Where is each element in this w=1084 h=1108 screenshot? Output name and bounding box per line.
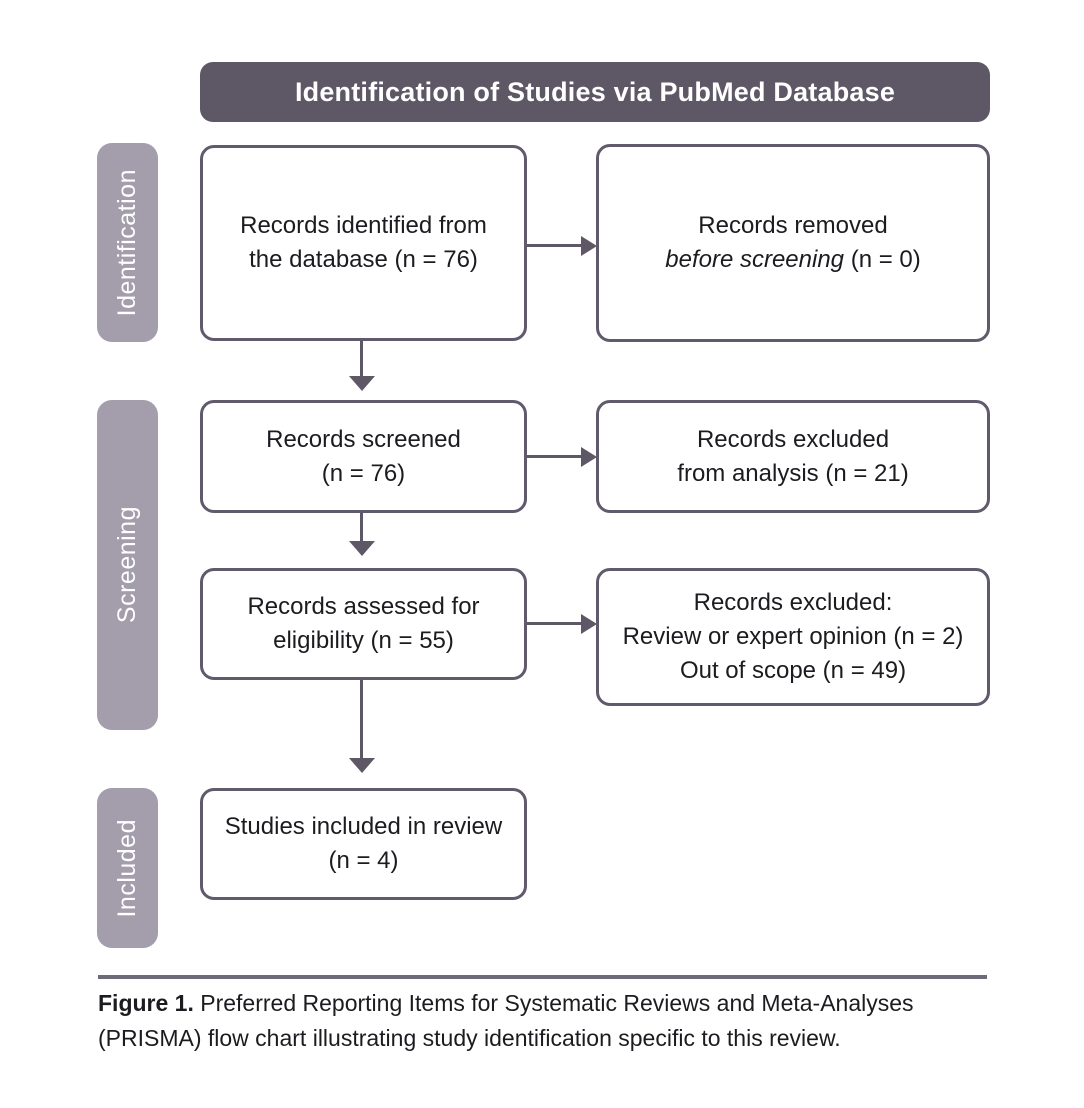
box-records-assessed-line1: Records assessed for — [247, 593, 480, 620]
box-records-excluded-reasons-line2: Review or expert opinion (n = 2) — [622, 623, 964, 650]
arrow-down-1-icon — [349, 376, 375, 391]
box-studies-included-line2: (n = 4) — [328, 847, 399, 874]
arrow-down-3-shaft — [360, 680, 363, 758]
arrow-down-2-shaft — [360, 513, 363, 541]
box-records-assessed — [200, 568, 527, 680]
stage-label-included-text: Included — [113, 818, 141, 918]
arrow-down-3-icon — [349, 758, 375, 773]
box-records-removed-rest: (n = 0) — [844, 246, 921, 273]
box-records-assessed-line2: eligibility (n = 55) — [273, 627, 454, 654]
arrow-right-row2-shaft — [527, 455, 582, 458]
figure-caption — [98, 986, 986, 1056]
box-records-excluded-analysis-line1: Records excluded — [696, 425, 890, 453]
box-records-removed-italic: before screening — [665, 246, 845, 273]
stage-label-included — [97, 788, 158, 948]
box-records-excluded-reasons-line3: Out of scope (n = 49) — [679, 657, 907, 684]
box-records-excluded-analysis-line2: from analysis (n = 21) — [677, 459, 909, 487]
box-records-screened-line2: (n = 76) — [321, 459, 406, 487]
arrow-down-2-icon — [349, 541, 375, 556]
box-studies-included — [200, 788, 527, 900]
box-records-removed-line1: Records removed — [698, 212, 888, 239]
caption-divider — [98, 975, 987, 979]
arrow-right-row3-icon — [581, 614, 597, 634]
arrow-down-1-shaft — [360, 341, 363, 376]
arrow-right-row2-icon — [581, 447, 597, 467]
box-records-removed-line2 — [665, 243, 920, 277]
box-records-identified — [200, 145, 527, 341]
stage-label-identification-text: Identification — [113, 168, 141, 317]
figure-caption-text: Preferred Reporting Items for Systematic Reviews and Meta-Analyses (PRISMA) flow chart illustrating study identification specific to this review. — [98, 990, 914, 1051]
box-records-excluded-analysis — [596, 400, 990, 513]
stage-label-screening-text: Screening — [113, 506, 141, 624]
figure-caption-label: Figure 1. — [98, 990, 194, 1016]
arrow-right-row1-icon — [581, 236, 597, 256]
box-records-identified-line2: the database (n = 76) — [249, 246, 478, 273]
box-records-removed — [596, 144, 990, 342]
arrow-right-row3-shaft — [527, 622, 582, 625]
header-banner — [200, 62, 990, 122]
box-records-screened — [200, 400, 527, 513]
box-records-screened-line1: Records screened — [266, 425, 461, 453]
arrow-right-row1-shaft — [527, 244, 582, 247]
box-records-excluded-reasons-line1: Records excluded: — [693, 589, 893, 616]
box-studies-included-line1: Studies included in review — [224, 813, 503, 840]
box-records-identified-line1: Records identified from — [240, 212, 487, 239]
stage-label-identification — [97, 143, 158, 342]
diagram-title: Identification of Studies via PubMed Database — [294, 76, 896, 107]
box-records-excluded-reasons — [596, 568, 990, 706]
stage-label-screening — [97, 400, 158, 730]
